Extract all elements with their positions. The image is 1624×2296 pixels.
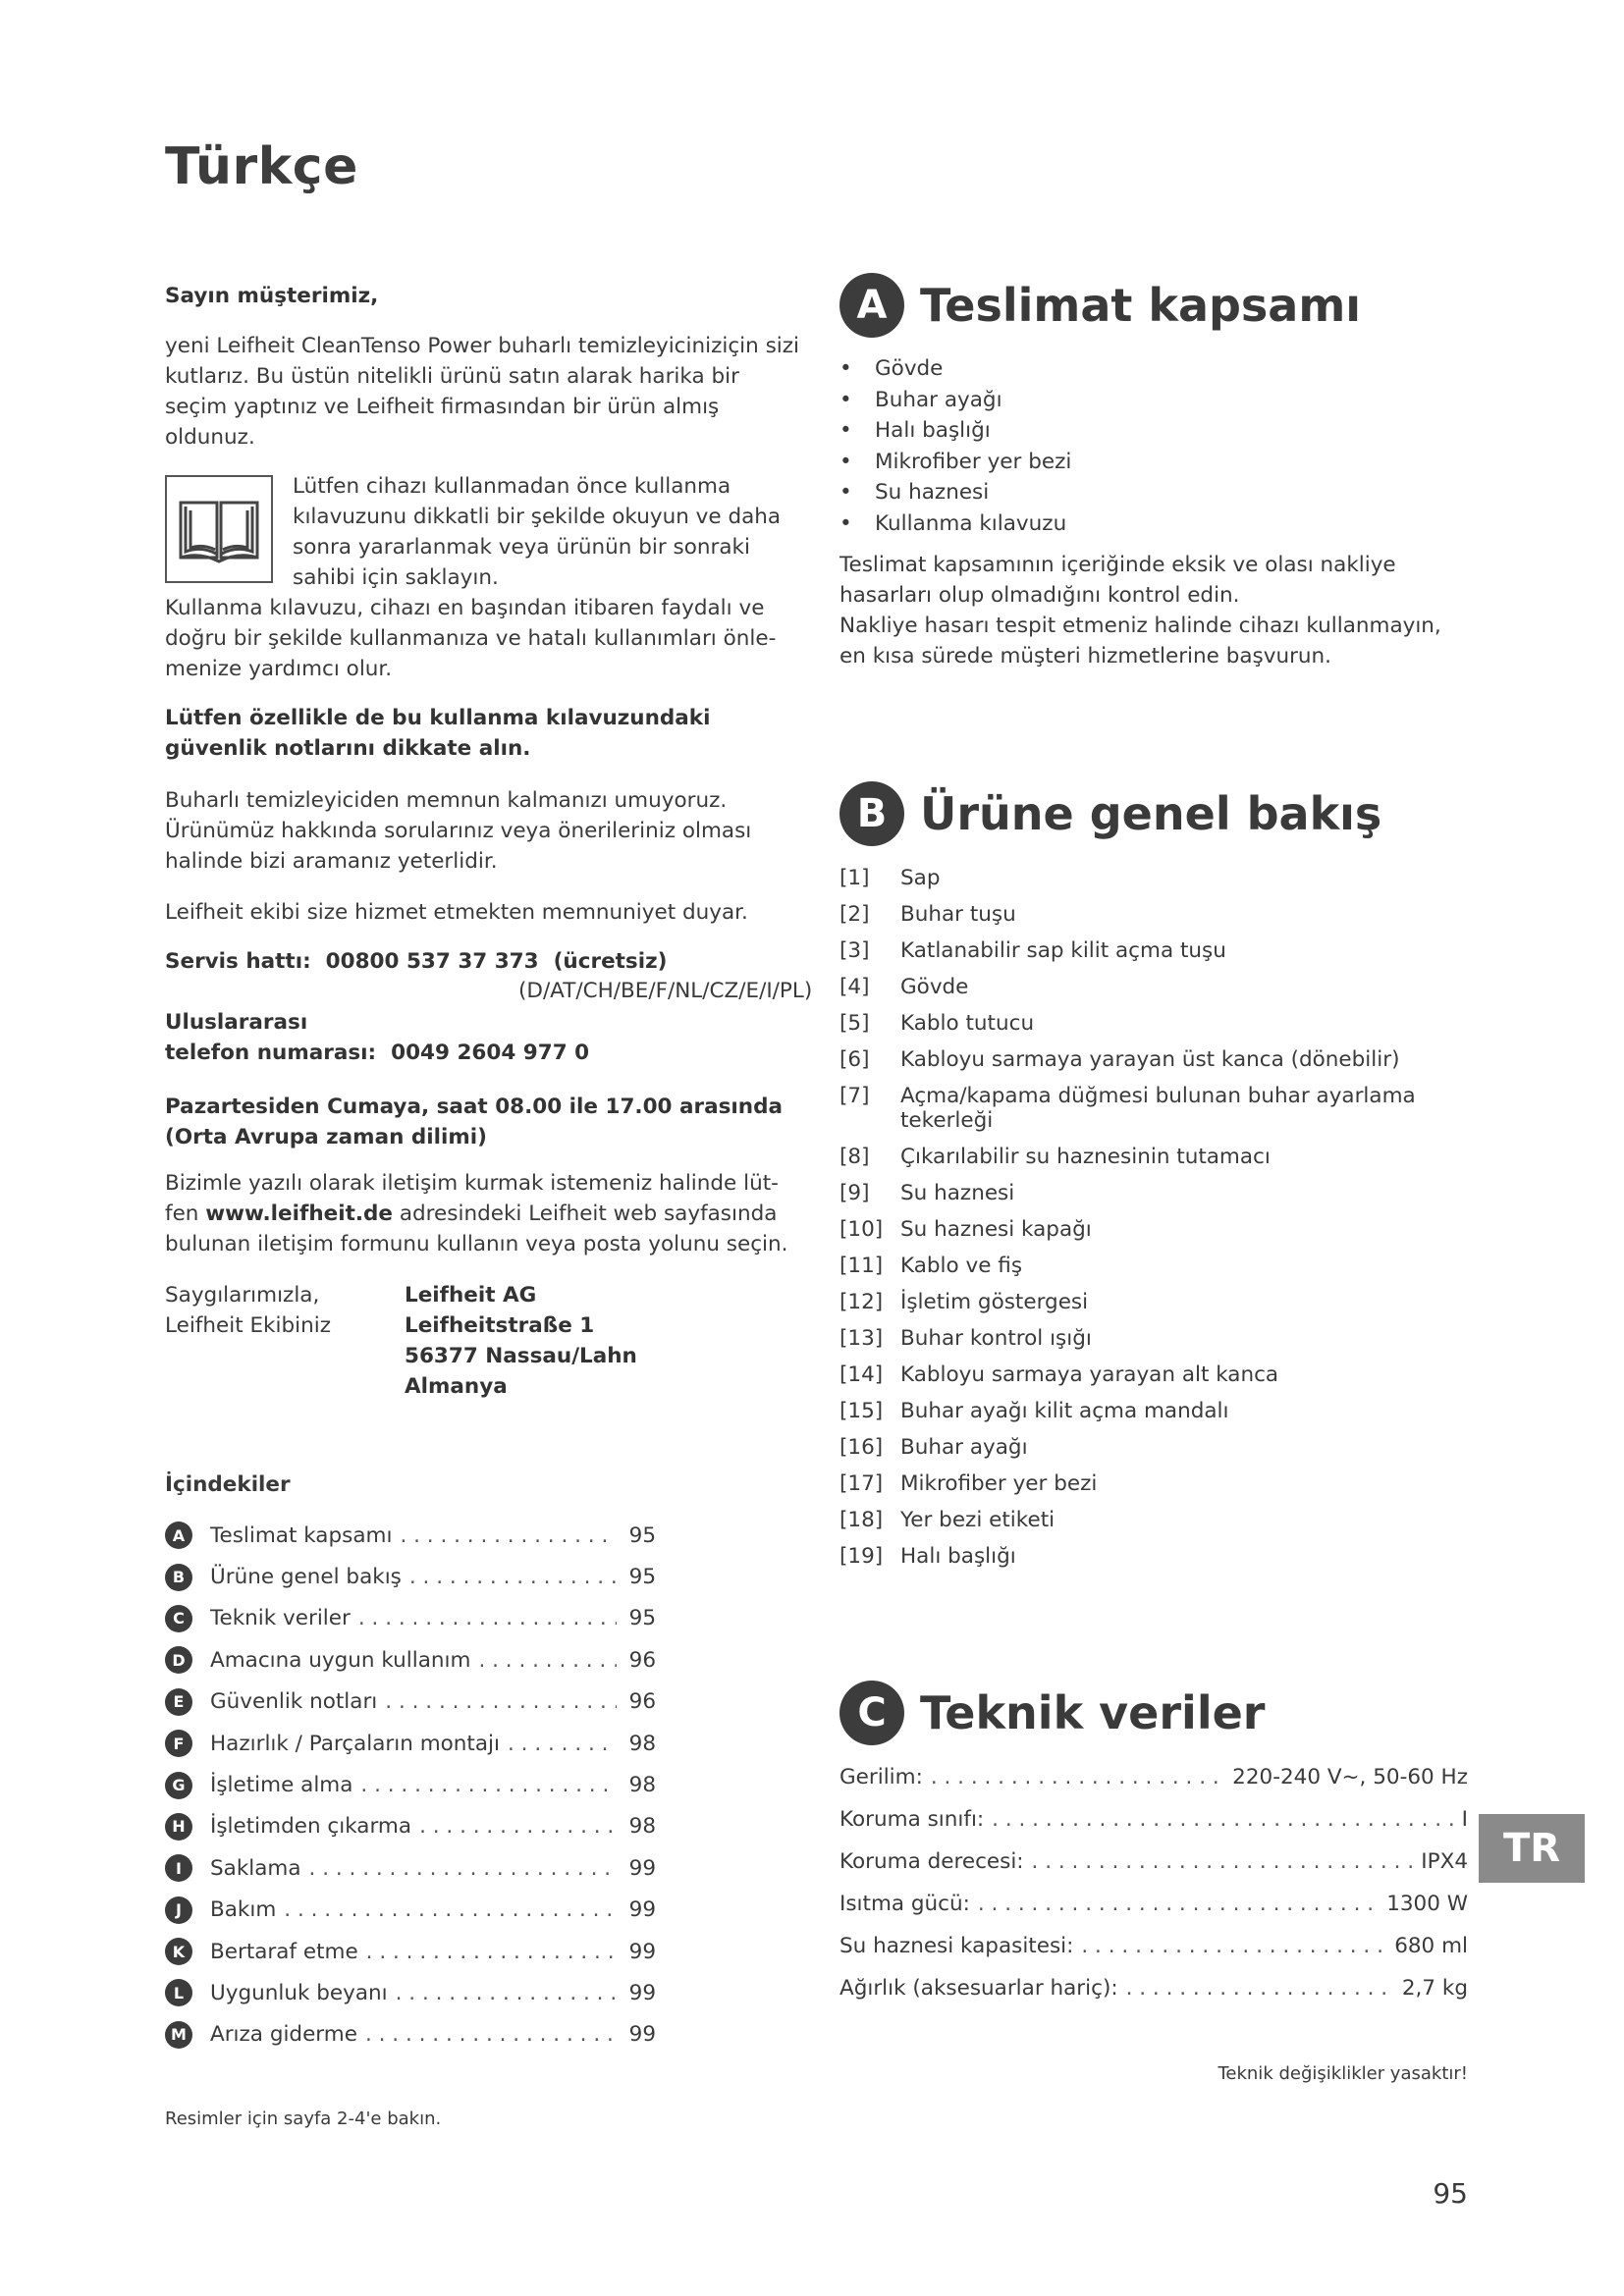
list-item: [5] Kablo tutucu xyxy=(839,1011,1035,1036)
list-item: • Mikrofiber yer bezi xyxy=(839,447,1468,478)
page-number: 95 xyxy=(1433,2177,1468,2210)
toc-item[interactable]: K Bertaraf etme . . . 99 xyxy=(165,1931,656,1972)
toc-item[interactable]: C Teknik veriler . . . 95 xyxy=(165,1598,656,1639)
address-street: Leifheitstraße 1 xyxy=(405,1313,595,1338)
table-of-contents xyxy=(165,1515,656,2056)
toc-letter-badge: F xyxy=(165,1730,192,1757)
section-letter-badge: A xyxy=(839,273,904,338)
toc-heading: İçindekiler xyxy=(165,1472,291,1497)
intl-line xyxy=(165,1038,589,1068)
greeting: Sayın müşterimiz, xyxy=(165,284,379,308)
list-item: [9] Su haznesi xyxy=(839,1181,1015,1205)
toc-item[interactable]: H İşletimden çıkarma . . . 98 xyxy=(165,1806,656,1847)
toc-letter-badge: B xyxy=(165,1564,192,1591)
delivery-damage-note: Nakliye hasarı tespit etmeniz halinde cihazı kullanmayın, en kısa sürede müşteri hizmetlerine başvurun. xyxy=(839,614,1441,668)
list-item: [10] Su haznesi kapağı xyxy=(839,1217,1092,1242)
list-item: [13] Buhar kontrol ışığı xyxy=(839,1326,1092,1351)
toc-item[interactable]: J Bakım . . . 99 xyxy=(165,1890,656,1931)
toc-item[interactable]: I Saklama . . . 99 xyxy=(165,1847,656,1889)
delivery-list xyxy=(839,353,1468,539)
section-c-heading xyxy=(839,1681,1265,1745)
technical-data-list xyxy=(839,1765,1468,2018)
list-item: [11] Kablo ve fiş xyxy=(839,1254,1023,1278)
intl-label-1: Uluslararası xyxy=(165,1010,308,1035)
address-country: Almanya xyxy=(405,1374,508,1399)
spec-row: Gerilim: . . . 220-240 V~, 50-60 Hz xyxy=(839,1765,1468,1807)
list-item: [1] Sap xyxy=(839,866,941,890)
section-a-heading xyxy=(839,273,1361,338)
service-number: 00800 537 37 373 xyxy=(325,949,539,974)
toc-item[interactable]: E Güvenlik notları . . . 96 xyxy=(165,1682,656,1723)
section-b-title: Ürüne genel bakış xyxy=(920,787,1382,840)
toc-letter-badge: M xyxy=(165,2021,192,2049)
contact-paragraph: Bizimle yazılı olarak iletişim kurmak istemeniz halinde lüt-fen www.leifheit.de adresindeki Leifheit web sayfasında bulunan iletişim formunu kullanın veya posta yolunu seçin. xyxy=(165,1171,788,1256)
list-item: [3] Katlanabilir sap kilit açma tuşu xyxy=(839,938,1226,963)
technical-changes-note: Teknik değişiklikler yasaktır! xyxy=(1218,2063,1468,2084)
service-line xyxy=(165,946,667,977)
list-item: [7] Açma/kapama düğmesi bulunan buhar ayarlama tekerleği xyxy=(839,1084,1416,1133)
list-item: • Gövde xyxy=(839,353,1468,385)
spec-row: Koruma sınıfı: . . . I xyxy=(839,1807,1468,1849)
regards-line-1: Saygılarımızla, xyxy=(165,1283,320,1308)
intro-paragraph: yeni Leifheit CleanTenso Power buharlı temizleyiciniziçin sizi kutlarız. Bu üstün nitelikli ürünü satın alarak harika bir seçim yaptınız ve Leifheit firmasından bir ürün almış oldunuz. xyxy=(165,334,800,450)
toc-item[interactable]: D Amacına uygun kullanım . . . 96 xyxy=(165,1639,656,1681)
spec-row: Ağırlık (aksesuarlar hariç): . . . 2,7 kg xyxy=(839,1976,1468,2018)
regards-line-2: Leifheit Ekibiniz xyxy=(165,1313,331,1338)
toc-letter-badge: C xyxy=(165,1605,192,1632)
list-item: [4] Gövde xyxy=(839,975,969,999)
product-overview-list xyxy=(839,866,1468,1580)
list-item: [6] Kabloyu sarmaya yarayan üst kanca (dönebilir) xyxy=(839,1047,1400,1072)
toc-letter-badge: L xyxy=(165,1979,192,2006)
website-link[interactable]: www.leifheit.de xyxy=(205,1201,394,1226)
toc-item[interactable]: M Arıza giderme . . . 99 xyxy=(165,2014,656,2056)
list-item: [19] Halı başlığı xyxy=(839,1544,1016,1569)
list-item: [8] Çıkarılabilir su haznesinin tutamacı xyxy=(839,1145,1271,1169)
list-item: • Su haznesi xyxy=(839,477,1468,508)
list-item: [12] İşletim göstergesi xyxy=(839,1290,1089,1314)
toc-item[interactable]: A Teslimat kapsamı . . . 95 xyxy=(165,1515,656,1556)
toc-letter-badge: K xyxy=(165,1938,192,1965)
section-letter-badge: B xyxy=(839,781,904,846)
toc-letter-badge: G xyxy=(165,1772,192,1799)
spec-row: Isıtma gücü: . . . 1300 W xyxy=(839,1892,1468,1934)
toc-item[interactable]: B Ürüne genel bakış . . . 95 xyxy=(165,1556,656,1597)
toc-item[interactable]: G İşletime alma . . . 98 xyxy=(165,1764,656,1805)
page-title: Türkçe xyxy=(165,137,358,196)
spec-row: Su haznesi kapasitesi: . . . 680 ml xyxy=(839,1934,1468,1976)
list-item: [14] Kabloyu sarmaya yarayan alt kanca xyxy=(839,1362,1279,1387)
usage-paragraph: Kullanma kılavuzu, cihazı en başından itibaren faydalı ve doğru bir şekilde kullanmanıza ve hatalı kullanımları önle-menize yardımcı olur. xyxy=(165,596,777,681)
toc-letter-badge: J xyxy=(165,1896,192,1924)
list-item: [16] Buhar ayağı xyxy=(839,1435,1028,1460)
language-tab: TR xyxy=(1479,1814,1585,1883)
figures-footnote: Resimler için sayfa 2-4'e bakın. xyxy=(165,2109,442,2129)
section-c-title: Teknik veriler xyxy=(920,1686,1266,1739)
manual-book-icon xyxy=(165,475,273,583)
toc-letter-badge: A xyxy=(165,1522,192,1549)
toc-item[interactable]: L Uygunluk beyanı . . . 99 xyxy=(165,1972,656,2013)
list-item: • Kullanma kılavuzu xyxy=(839,508,1468,540)
intl-number: 0049 2604 977 0 xyxy=(391,1041,590,1065)
address-city: 56377 Nassau/Lahn xyxy=(405,1344,637,1368)
list-item: [18] Yer bezi etiketi xyxy=(839,1508,1056,1532)
service-label: Servis hattı: xyxy=(165,949,311,974)
list-item: [17] Mikrofiber yer bezi xyxy=(839,1471,1098,1496)
toc-letter-badge: H xyxy=(165,1813,192,1841)
delivery-check-note: Teslimat kapsamının içeriğinde eksik ve olası nakliye hasarları olup olmadığını kontrol edin. xyxy=(839,553,1396,608)
list-item: [15] Buhar ayağı kilit açma mandalı xyxy=(839,1399,1229,1423)
satisfaction-paragraph: Buharlı temizleyiciden memnun kalmanızı umuyoruz. Ürünümüz hakkında sorularınız veya önerileriniz olması halinde bizi aramanız yeterlidir. xyxy=(165,788,752,874)
service-countries: (D/AT/CH/BE/F/NL/CZ/E/I/PL) xyxy=(518,979,813,1003)
safety-note: Lütfen özellikle de bu kullanma kılavuzundaki güvenlik notlarını dikkate alın. xyxy=(165,706,711,761)
toc-letter-badge: E xyxy=(165,1688,192,1716)
toc-item[interactable]: F Hazırlık / Parçaların montajı . . . 98 xyxy=(165,1723,656,1764)
intl-label-2: telefon numarası: xyxy=(165,1041,377,1065)
list-item: [2] Buhar tuşu xyxy=(839,902,1016,927)
team-paragraph: Leifheit ekibi size hizmet etmekten memnuniyet duyar. xyxy=(165,900,748,925)
business-hours: Pazartesiden Cumaya, saat 08.00 ile 17.00 arasında (Orta Avrupa zaman dilimi) xyxy=(165,1095,783,1149)
section-b-heading xyxy=(839,781,1381,846)
service-free: (ücretsiz) xyxy=(553,949,668,974)
toc-letter-badge: I xyxy=(165,1854,192,1882)
spec-row: Koruma derecesi: . . . IPX4 xyxy=(839,1849,1468,1892)
manual-note: Lütfen cihazı kullanmadan önce kullanma kılavuzunu dikkatli bir şekilde okuyun ve daha sonra yararlanmak veya ürünün bir sonraki sahibi için saklayın. xyxy=(293,474,782,590)
section-a-title: Teslimat kapsamı xyxy=(920,279,1362,332)
address-company: Leifheit AG xyxy=(405,1283,537,1308)
list-item: • Halı başlığı xyxy=(839,415,1468,447)
list-item: • Buhar ayağı xyxy=(839,385,1468,416)
section-letter-badge: C xyxy=(839,1681,904,1745)
toc-letter-badge: D xyxy=(165,1646,192,1674)
